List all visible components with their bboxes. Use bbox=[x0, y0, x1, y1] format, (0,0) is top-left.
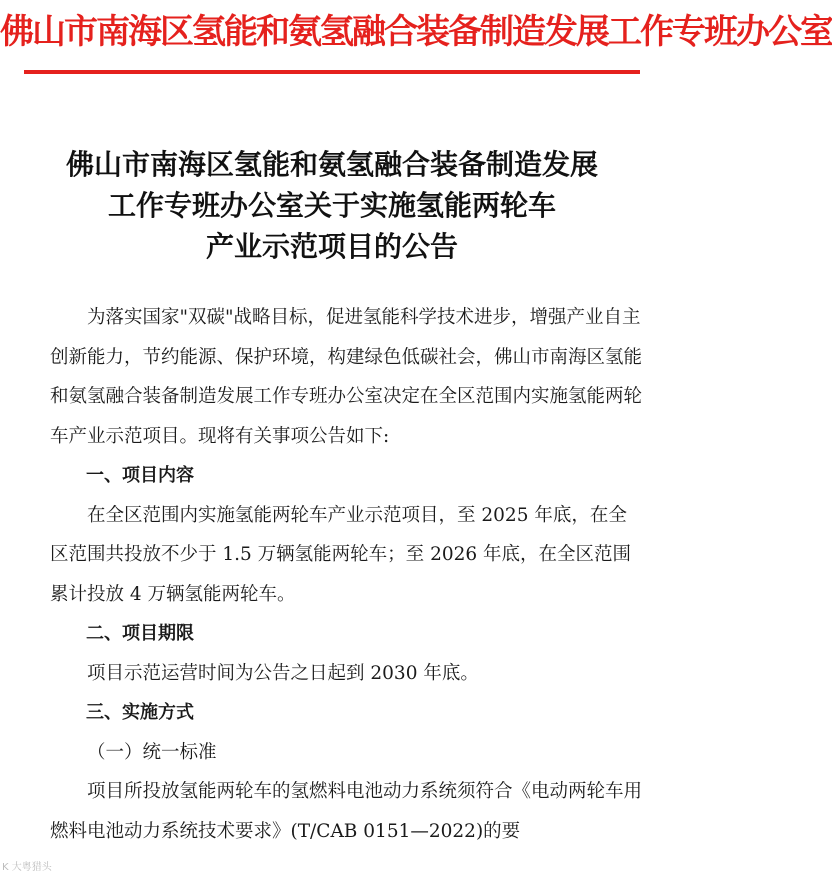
section-1-heading: 一、项目内容 bbox=[86, 465, 194, 486]
section-2-heading: 二、项目期限 bbox=[86, 623, 194, 644]
document-title-line-2: 工作专班办公室关于实施氢能两轮车 bbox=[107, 189, 556, 222]
letterhead-org-name: 佛山市南海区氢能和氨氢融合装备制造发展工作专班办公室 bbox=[0, 12, 832, 52]
section-3-paragraph: 项目所投放氢能两轮车的氢燃料电池动力系统须符合《电动两轮车用燃料电池动力系统技术要求》(T/CAB 0151—2022)的要 bbox=[50, 781, 643, 842]
section-2-paragraph: 项目示范运营时间为公告之日起到 2030 年底。 bbox=[87, 662, 479, 684]
section-3-heading: 三、实施方式 bbox=[86, 702, 194, 723]
document-title-line-1: 佛山市南海区氢能和氨氢融合装备制造发展 bbox=[65, 148, 598, 181]
document-title bbox=[0, 144, 664, 267]
intro-paragraph: 为落实国家"双碳"战略目标，促进氢能科学技术进步，增强产业自主创新能力，节约能源、保护环境，构建绿色低碳社会，佛山市南海区氢能和氨氢融合装备制造发展工作专班办公室决定在全区范围内实施氢能两轮车产业示范项目。现将有关事项公告如下: bbox=[50, 307, 643, 447]
section-3-subheading: （一）统一标准 bbox=[87, 741, 217, 763]
document-title-line-3: 产业示范项目的公告 bbox=[205, 230, 458, 263]
section-1-paragraph: 在全区范围内实施氢能两轮车产业示范项目，至 2025 年底，在全区范围共投放不少于 1.5 万辆氢能两轮车；至 2026 年底，在全区范围累计投放 4 万辆氢能两轮车。 bbox=[50, 504, 632, 605]
document-body bbox=[50, 298, 642, 851]
letterhead bbox=[0, 0, 832, 78]
source-watermark: K 大粤猎头 bbox=[2, 862, 52, 873]
letterhead-red-rule bbox=[24, 70, 640, 74]
